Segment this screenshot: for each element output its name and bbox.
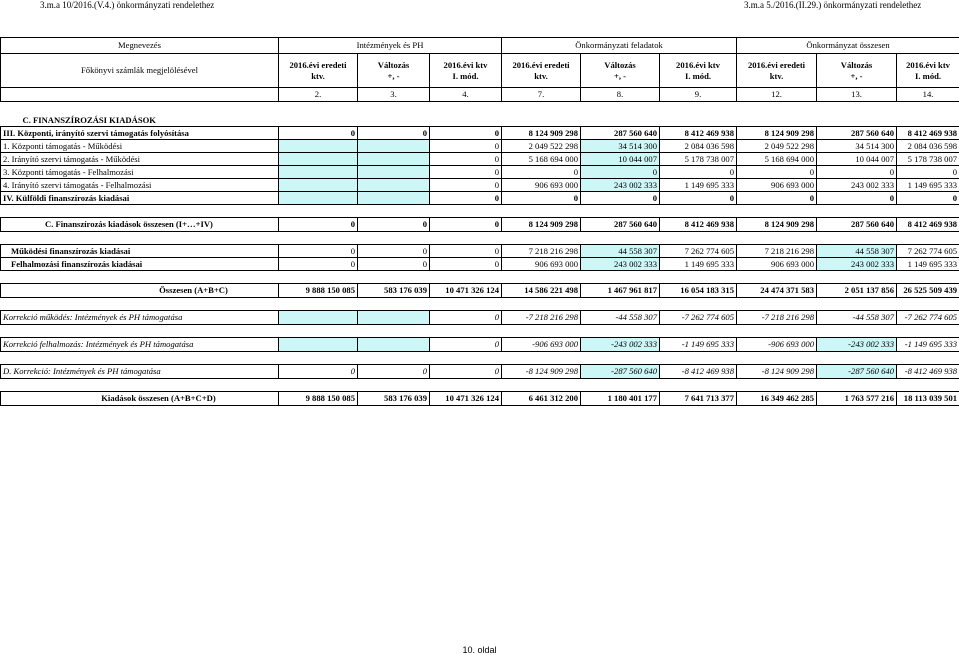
cell: 0: [581, 192, 660, 205]
cell: 9 888 150 085: [279, 284, 358, 298]
header-sub-row: [1, 54, 959, 88]
table-row: [1, 258, 959, 271]
finance-table: [0, 37, 959, 406]
cell: 0: [430, 258, 502, 271]
cell: 243 002 333: [817, 179, 897, 192]
cell: 6 461 312 200: [502, 392, 581, 406]
section-title-row: [1, 114, 959, 127]
cell: 0: [430, 166, 502, 179]
cell: -8 412 469 938: [660, 365, 737, 379]
cell: -1 149 695 333: [897, 338, 959, 352]
cell: 0: [358, 258, 430, 271]
cell: -7 262 774 605: [897, 311, 959, 325]
cell: 583 176 039: [358, 284, 430, 298]
cell: 5 178 738 007: [897, 153, 959, 166]
cell: 5 168 694 000: [737, 153, 817, 166]
cell: 1 149 695 333: [660, 179, 737, 192]
cell: 287 560 640: [817, 218, 897, 232]
section-title: C. FINANSZÍROZÁSI KIADÁSOK: [1, 114, 279, 127]
cell: -243 002 333: [581, 338, 660, 352]
cell: 0: [430, 153, 502, 166]
cell: 287 560 640: [817, 127, 897, 140]
col-number: 3.: [358, 88, 430, 102]
cell: -8 124 909 298: [737, 365, 817, 379]
table-row: [1, 166, 959, 179]
row-label: D. Korrekció: Intézmények és PH támogatása: [1, 365, 279, 379]
col-number: 4.: [430, 88, 502, 102]
table-row: [1, 392, 959, 406]
cell: 24 474 371 583: [737, 284, 817, 298]
cell: 906 693 000: [502, 179, 581, 192]
table-row: [1, 140, 959, 153]
cell: 0: [581, 166, 660, 179]
cell: 0: [279, 218, 358, 232]
row-label: 4. Irányító szervi támogatás - Felhalmozási: [1, 179, 279, 192]
col-number: 2.: [279, 88, 358, 102]
row-label: Működési finanszírozás kiadásai: [1, 245, 279, 258]
cell: 0: [737, 192, 817, 205]
cell: [358, 153, 430, 166]
sub-header: Változás +, -: [817, 54, 897, 88]
sub-header: 2016.évi ktv I. mód.: [430, 54, 502, 88]
cell: 906 693 000: [737, 179, 817, 192]
cell: 9 888 150 085: [279, 392, 358, 406]
cell: 0: [430, 218, 502, 232]
sub-header: 2016.évi eredeti ktv.: [737, 54, 817, 88]
cell: 0: [358, 245, 430, 258]
cell: 0: [430, 245, 502, 258]
cell: -243 002 333: [817, 338, 897, 352]
cell: 44 558 307: [581, 245, 660, 258]
cell: 0: [430, 127, 502, 140]
row-label: 3. Központi támogatás - Felhalmozási: [1, 166, 279, 179]
cell: [279, 153, 358, 166]
cell: 0: [430, 192, 502, 205]
group-osszesen: Önkormányzat összesen: [737, 38, 959, 54]
table-row: [1, 311, 959, 325]
cell: 0: [817, 166, 897, 179]
cell: 7 262 774 605: [660, 245, 737, 258]
cell: 34 514 300: [817, 140, 897, 153]
cell: 8 412 469 938: [897, 218, 959, 232]
cell: 0: [430, 365, 502, 379]
cell: 0: [279, 127, 358, 140]
cell: 0: [279, 365, 358, 379]
row-label: Kiadások összesen (A+B+C+D): [1, 392, 279, 406]
cell: 44 558 307: [817, 245, 897, 258]
cell: 0: [660, 166, 737, 179]
table-row: [1, 179, 959, 192]
cell: 1 467 961 817: [581, 284, 660, 298]
cell: 0: [897, 166, 959, 179]
cell: -44 558 307: [581, 311, 660, 325]
cell: 10 471 326 124: [430, 284, 502, 298]
cell: [358, 140, 430, 153]
cell: 0: [430, 338, 502, 352]
cell: [279, 166, 358, 179]
sub-header: 2016.évi eredeti ktv.: [279, 54, 358, 88]
row-label: IV. Külföldi finanszírozás kiadásai: [1, 192, 279, 205]
table-row: [1, 218, 959, 232]
row-label: 2. Irányító szervi támogatás - Működési: [1, 153, 279, 166]
cell: 0: [737, 166, 817, 179]
cell: 5 178 738 007: [660, 153, 737, 166]
cell: 14 586 221 498: [502, 284, 581, 298]
cell: 8 124 909 298: [737, 127, 817, 140]
group-onkormanyzati: Önkormányzati feladatok: [502, 38, 737, 54]
cell: 1 149 695 333: [897, 258, 959, 271]
cell: 16 054 183 315: [660, 284, 737, 298]
cell: 7 218 216 298: [737, 245, 817, 258]
header-group-row: [1, 38, 959, 54]
cell: 243 002 333: [581, 179, 660, 192]
cell: 2 049 522 298: [502, 140, 581, 153]
cell: -44 558 307: [817, 311, 897, 325]
col-number-blank: [1, 88, 279, 102]
cell: 0: [279, 245, 358, 258]
cell: 1 763 577 216: [817, 392, 897, 406]
cell: 0: [430, 179, 502, 192]
sub-header: 2016.évi ktv I. mód.: [897, 54, 959, 88]
col-number: 14.: [897, 88, 959, 102]
page-number: 10. oldal: [462, 645, 497, 655]
cell: 2 084 036 598: [660, 140, 737, 153]
cell: [279, 338, 358, 352]
table-row: [1, 127, 959, 140]
cell: 8 412 469 938: [897, 127, 959, 140]
cell: 287 560 640: [581, 218, 660, 232]
cell: -7 262 774 605: [660, 311, 737, 325]
table-row: [1, 192, 959, 205]
cell: 0: [279, 258, 358, 271]
cell: 26 525 509 439: [897, 284, 959, 298]
cell: 1 149 695 333: [897, 179, 959, 192]
row-label: 1. Központi támogatás - Működési: [1, 140, 279, 153]
cell: 2 084 036 598: [897, 140, 959, 153]
col-megnevezes: Megnevezés: [1, 38, 279, 54]
cell: -1 149 695 333: [660, 338, 737, 352]
cell: 8 412 469 938: [660, 218, 737, 232]
cell: -8 412 469 938: [897, 365, 959, 379]
header-left-reference: 3.m.a 10/2016.(V.4.) önkormányzati rendelethez: [40, 0, 215, 10]
cell: [279, 192, 358, 205]
col-number: 12.: [737, 88, 817, 102]
row-label: III. Központi, irányító szervi támogatás folyósítása: [1, 127, 279, 140]
cell: 2 051 137 856: [817, 284, 897, 298]
cell: 10 044 007: [581, 153, 660, 166]
cell: 1 149 695 333: [660, 258, 737, 271]
cell: 16 349 462 285: [737, 392, 817, 406]
row-label: C. Finanszírozás kiadások összesen (I+…+IV): [1, 218, 279, 232]
cell: 0: [660, 192, 737, 205]
cell: [279, 179, 358, 192]
cell: 0: [897, 192, 959, 205]
cell: 7 641 713 377: [660, 392, 737, 406]
group-intezmenyek: Intézmények és PH: [279, 38, 502, 54]
column-number-row: [1, 88, 959, 102]
sub-header: 2016.évi eredeti ktv.: [502, 54, 581, 88]
sub-header: Változás +, -: [358, 54, 430, 88]
cell: [358, 166, 430, 179]
cell: 243 002 333: [581, 258, 660, 271]
cell: 0: [502, 166, 581, 179]
cell: 8 412 469 938: [660, 127, 737, 140]
cell: 7 262 774 605: [897, 245, 959, 258]
cell: 1 180 401 177: [581, 392, 660, 406]
cell: 7 218 216 298: [502, 245, 581, 258]
table-row: [1, 245, 959, 258]
row-label: Összesen (A+B+C): [1, 284, 279, 298]
cell: 287 560 640: [581, 127, 660, 140]
table-row: [1, 153, 959, 166]
cell: -7 218 216 298: [502, 311, 581, 325]
cell: 0: [430, 140, 502, 153]
col-number: 7.: [502, 88, 581, 102]
cell: -7 218 216 298: [737, 311, 817, 325]
cell: 8 124 909 298: [502, 218, 581, 232]
cell: 5 168 694 000: [502, 153, 581, 166]
table-row: [1, 365, 959, 379]
cell: 0: [430, 311, 502, 325]
col-number: 8.: [581, 88, 660, 102]
cell: 0: [502, 192, 581, 205]
cell: 0: [358, 127, 430, 140]
cell: -8 124 909 298: [502, 365, 581, 379]
table-row: [1, 284, 959, 298]
cell: 2 049 522 298: [737, 140, 817, 153]
header-right-reference: 3.m.a 5./2016.(II.29.) önkormányzati rendelethez: [744, 0, 922, 10]
cell: [358, 179, 430, 192]
cell: 8 124 909 298: [502, 127, 581, 140]
cell: -906 693 000: [737, 338, 817, 352]
cell: 8 124 909 298: [737, 218, 817, 232]
cell: 0: [358, 218, 430, 232]
cell: [279, 311, 358, 325]
table-row: [1, 338, 959, 352]
cell: 243 002 333: [817, 258, 897, 271]
cell: 10 044 007: [817, 153, 897, 166]
cell: -906 693 000: [502, 338, 581, 352]
cell: [279, 140, 358, 153]
row-label: Felhalmozási finanszírozás kiadásai: [1, 258, 279, 271]
cell: -287 560 640: [817, 365, 897, 379]
sub-header: Változás +, -: [581, 54, 660, 88]
cell: [358, 311, 430, 325]
col-fokonyvi: Főkönyvi számlák megjelölésével: [1, 54, 279, 88]
cell: 0: [817, 192, 897, 205]
cell: 906 693 000: [737, 258, 817, 271]
col-number: 9.: [660, 88, 737, 102]
cell: 0: [358, 365, 430, 379]
cell: -287 560 640: [581, 365, 660, 379]
row-label: Korrekció felhalmozás: Intézmények és PH támogatása: [1, 338, 279, 352]
cell: 583 176 039: [358, 392, 430, 406]
row-label: Korrekció működés: Intézmények és PH támogatása: [1, 311, 279, 325]
cell: 10 471 326 124: [430, 392, 502, 406]
cell: 18 113 039 501: [897, 392, 959, 406]
cell: 34 514 300: [581, 140, 660, 153]
cell: 906 693 000: [502, 258, 581, 271]
col-number: 13.: [817, 88, 897, 102]
sub-header: 2016.évi ktv I. mód.: [660, 54, 737, 88]
cell: [358, 338, 430, 352]
cell: [358, 192, 430, 205]
